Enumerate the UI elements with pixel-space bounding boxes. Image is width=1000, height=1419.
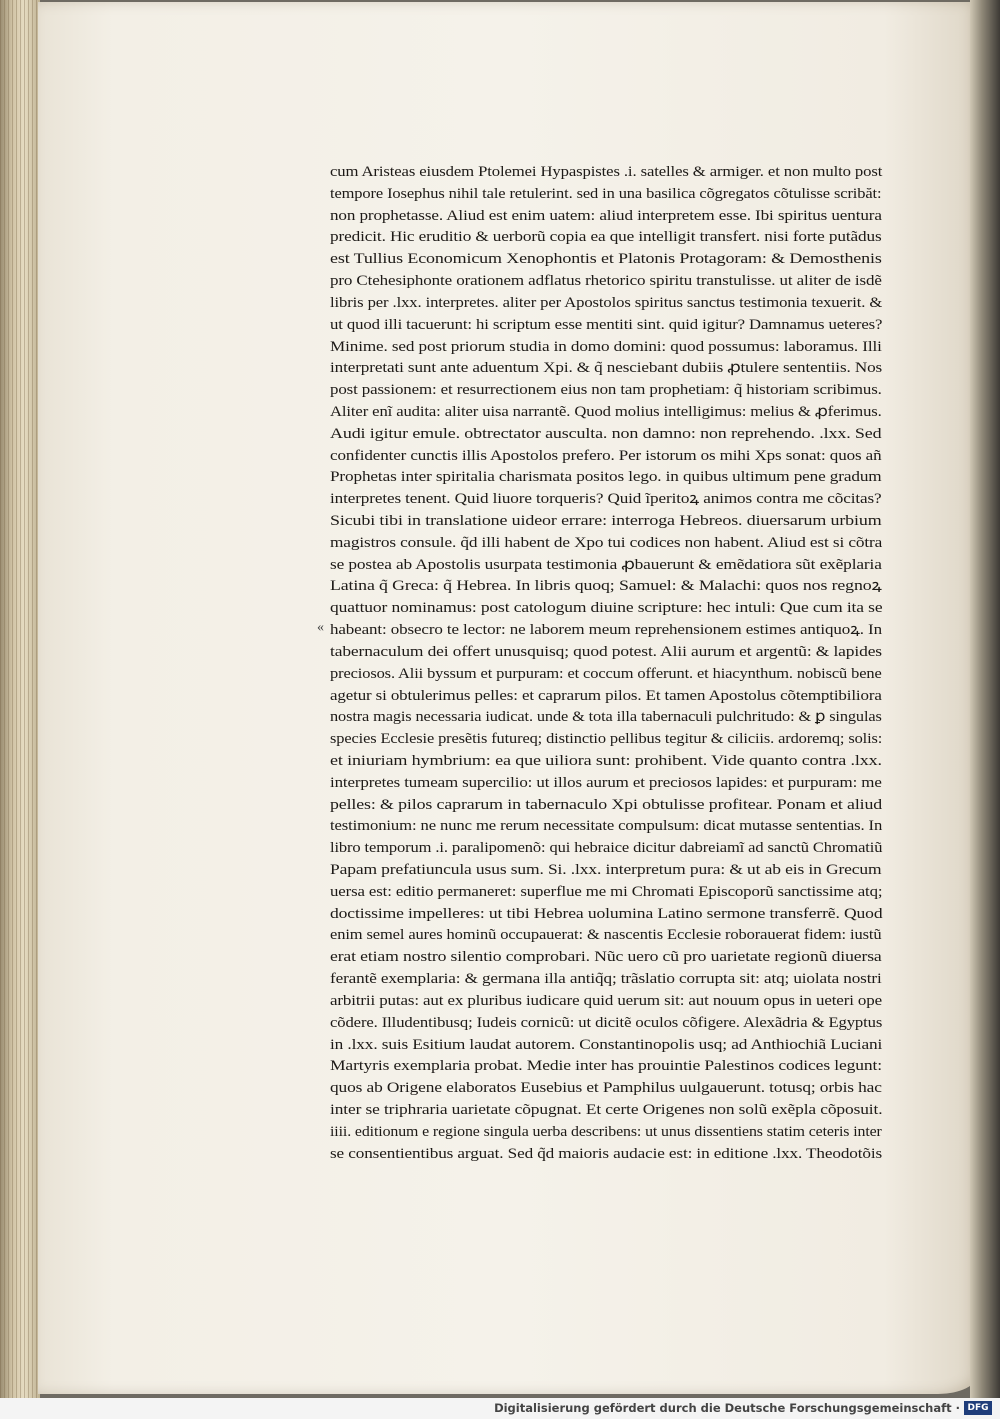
text-line: Martyris exemplaria probat. Medie inter has prouintie Palestinos codices legunt: [330, 1058, 883, 1075]
text-line: species Ecclesie presẽtis futureq; distinctio pellibus tegitur & ciliciis. ardoremq; solis: [330, 731, 883, 748]
text-line: se postea ab Apostolis usurpata testimonia ꝓbauerunt & emẽdatiora sũt exẽplaria [330, 556, 882, 573]
text-line: agetur si obtulerimus pelles: et caprarum pilos. Et tamen Apostolus cõtemptibiliora [330, 687, 882, 704]
text-line: uersa est: editio permaneret: superflue me mi Chromati Episcoporũ sanctissime atq; [330, 883, 883, 900]
text-line: nostra magis necessaria iudicat. unde & tota illa tabernaculi pulchritudo: & ꝑ singulas [330, 709, 882, 726]
text-line: iiii. editionum e regione singula uerba describens: ut unus dissentiens statim ceteris inter [330, 1123, 882, 1140]
text-line: preciosos. Alii byssum et purpuram: et coccum offerunt. et hiacynthum. nobiscũ bene [330, 665, 882, 682]
text-line: interpretati sunt ante aduentum Xpi. & q̃ nesciebant dubiis ꝓtulere sententiis. Nos [330, 360, 883, 377]
text-line: quos ab Origene elaboratos Eusebius et Pamphilus uulgauerunt. totusq; orbis hac [330, 1080, 882, 1097]
text-line: pro Ctehesiphonte orationem adflatus rhetorico spiritu transtulisse. ut aliter de isdẽ [330, 273, 882, 290]
text-line: tabernaculum dei offert unusquisq; quod potest. Alii aurum et argentũ: & lapides [330, 643, 882, 660]
text-line: in .lxx. suis Esitium laudat autorem. Constantinopolis usq; ad Anthiochiã Luciani [330, 1036, 883, 1053]
text-line: predicit. Hic eruditio & uerborũ copia ea que intelligit transfert. nisi forte putãdus [330, 229, 882, 246]
book-right-edge [970, 0, 1000, 1419]
text-line: magistros consule. q̃d illi habent de Xpo tui codices non habent. Aliud est si cõtra [330, 534, 883, 551]
text-line: non prophetasse. Aliud est enim uatem: aliud interpretem esse. Ibi spiritus uentura [330, 207, 882, 224]
text-line: Aliter enĩ audita: aliter uisa narrantẽ. Quod molius intelligimus: melius & ꝓferimus. [330, 403, 882, 420]
text-line: interpretes tenent. Quid liuore torqueris? Quid ĩperitoꝝ animos contra me cõcitas? [330, 491, 882, 508]
text-line: libris per .lxx. interpretes. aliter per Apostolos spiritus sanctus testimonia texuerit. & [330, 294, 883, 311]
text-line: Prophetas inter spiritalia charismata positos lego. in quibus ultimum pene gradum [330, 469, 882, 486]
text-line: enim semel aures hominũ occupauerat: & nascentis Ecclesie roborauerat fidem: iustũ [330, 927, 882, 944]
book-page-stack [0, 0, 40, 1419]
text-line: inter se triphraria uarietate cõpugnat. Et certe Origenes non solũ exẽpla cõposuit. [330, 1101, 883, 1118]
text-line: post passionem: et resurrectionem eius non tam prophetiam: q̃ historiam scribimus. [330, 382, 882, 399]
text-line: Minime. sed post priorum studia in domo domini: quod possumus: laboramus. Illi [330, 338, 882, 355]
text-line: erat etiam nostro silentio comprobari. Nũc uero cũ pro uarietate regionũ diuersa [330, 949, 882, 966]
dfg-logo: DFG [964, 1401, 992, 1415]
text-line: quattuor nominamus: post catologum diuine scripture: hec intuli: Que cum ita se [330, 600, 883, 617]
text-line: doctissime impelleres: ut tibi Hebrea uolumina Latino sermone transferrẽ. Quod [330, 905, 883, 922]
text-line: confidenter cunctis illis Apostolos prefero. Per istorum os mihi Xps sonat: quos añ [330, 447, 882, 464]
text-line: Sicubi tibi in translatione uideor errare: interroga Hebreos. diuersarum urbium [330, 513, 882, 529]
text-line: ut quod illi tacuerunt: hi scriptum esse mentiti sint. quid igitur? Damnamus ueteres? [330, 316, 883, 333]
text-line: habeant: obsecro te lector: ne laborem meum reprehensionem estimes antiquoꝝ. In [330, 622, 882, 639]
text-line: libro temporum .i. paralipomenõ: qui hebraice dicitur dabreiamĩ ad sanctũ Chromatiũ [330, 840, 883, 857]
text-line: testimonium: ne nunc me rerum necessitate compulsum: dicat mutasse sententias. In [330, 818, 883, 835]
text-line: est Tullius Economicum Xenophontis et Platonis Protagoram: & Demosthenis [330, 251, 882, 268]
text-line: Latina q̃ Greca: q̃ Hebrea. In libris quoq; Samuel: & Malachi: quos nos regnoꝝ [330, 578, 882, 595]
footer-bar [0, 1398, 1000, 1419]
text-line: tempore Iosephus nihil tale retulerint. sed in una basilica cõgregatos cõtulisse scribăt: [330, 185, 882, 202]
text-line: se consentientibus arguat. Sed q̃d maioris audacie est: in editione .lxx. Theodotõis [330, 1145, 883, 1162]
text-line: ferantẽ exemplaria: & germana illa antiq̃q; trãslatio corrupta sit: atq; uiolata nostri [330, 971, 882, 988]
text-line: Papam prefatiuncula usus sum. Si. .lxx. interpretum pura: & ut ab eis in Grecum [330, 862, 882, 878]
text-line: Audi igitur emule. obtrectator ausculta. non damno: non reprehendo. .lxx. Sed [330, 425, 882, 442]
margin-mark: « [317, 620, 324, 635]
text-line: arbitrii putas: aut ex pluribus iudicare quid uerum sit: aut nouum opus in ueteri ope [330, 992, 882, 1009]
text-line: cõdere. Illudentibusq; Iudeis cornicũ: ut dicitẽ oculos cõfigere. Alexãdria & Egyptus [330, 1014, 883, 1031]
text-line: interpretes tumeam supercilio: ut illos aurum et preciosos lapides: et purpuram: me [330, 774, 882, 791]
text-line: pelles: & pilos caprarum in tabernaculo Xpi obtulisse profitear. Ponam et aliud [330, 796, 883, 813]
text-block [330, 162, 882, 1165]
footer-credit: Digitalisierung gefördert durch die Deutsche Forschungsgemeinschaft · [494, 1401, 960, 1415]
text-line: cum Aristeas eiusdem Ptolemei Hypaspistes .i. satelles & armiger. et non multo post [330, 164, 883, 180]
text-line: et iniuriam hymbrium: ea que uiliora sunt: prohibent. Vide quanto contra .lxx. [330, 752, 882, 769]
